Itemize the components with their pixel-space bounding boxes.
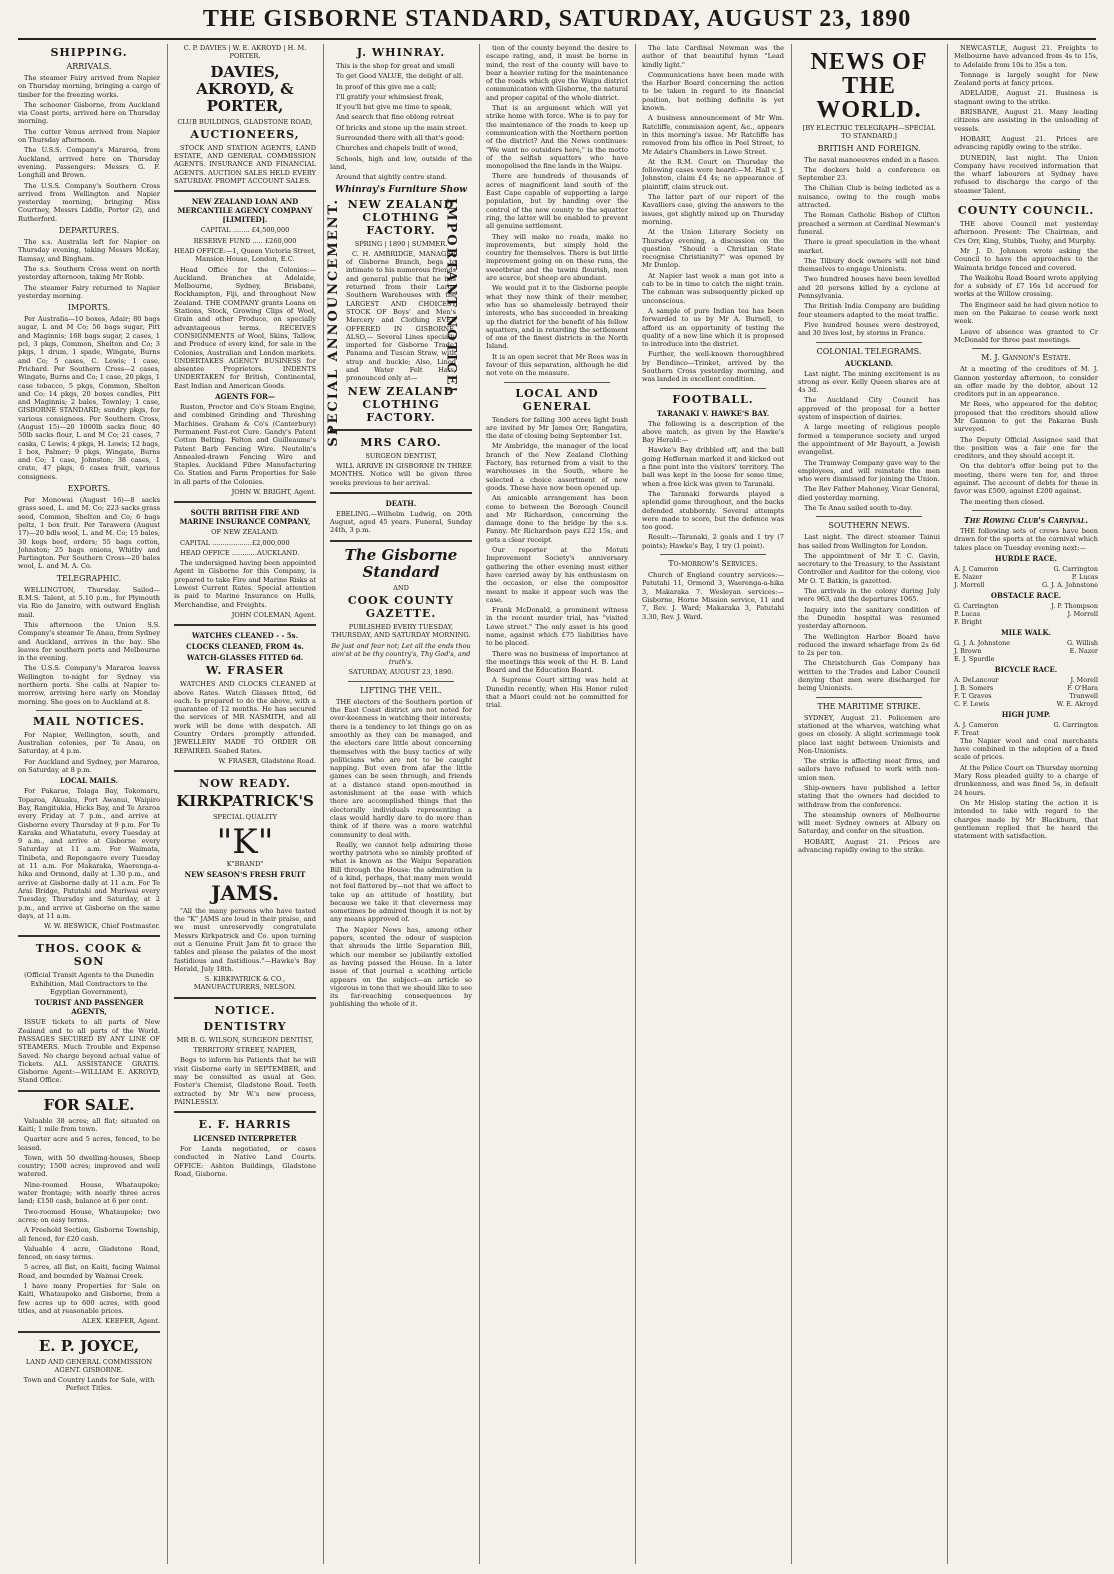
competitor-name: G. Carrington	[1053, 720, 1098, 729]
heading-nz-clothing: NEW ZEALAND CLOTHING FACTORY.	[347, 197, 455, 237]
paragraph: At the Union Literary Society on Thursday evening, a discussion on the question "Should a Christian State recognise Christianity?" was opened by Mr Dunlop.	[642, 228, 784, 270]
paragraph: The U.S.S. Company's Mararoa, from Auckland, arrived here on Thursday evening. Passengers: Messrs G. F. Longhill and Brown.	[18, 146, 160, 180]
kirkpatrick-manufacturer: S. KIRKPATRICK & CO., MANUFACTURERS, NELSON.	[193, 975, 297, 992]
paragraph: Really, we cannot help admiring those worthy patriots who so nimbly profited of what is known as the Waipu Separation Bill through the House: the admiration is of a kind, perhaps, that many men would not feel flattered by—not that we affect to take up an attitude of hostility, but because we take it that cleverness may sometimes be admired though it is not by any means approved of.	[330, 840, 472, 924]
paragraph: It is an open secret that Mr Rees was in favour of this separation, although he did not vote on the measure.	[486, 352, 628, 378]
column-advertisements	[174, 44, 316, 1564]
publication-schedule: PUBLISHED EVERY TUESDAY, THURSDAY, AND SATURDAY MORNING.	[331, 622, 471, 640]
veil-article	[330, 698, 472, 1009]
competitor-name: F. Treat	[954, 728, 979, 737]
fraser-body: WATCHES AND CLOCKS CLEANED at above Rates. Watch Glasses fitted, 6d each. Is prepared to do the above, with a guarantee of 12 months. He has secured the services of MR NASMITH, and all work will be done with despatch. All Country Orders promptly attended. JEWELLERY MADE TO ORDER OR REPAIRED. Seabed Rates.	[174, 680, 316, 755]
paragraph: HOBART, August 21. Prices are advancing rapidly owing to the strike.	[798, 837, 940, 855]
heading-rowing-carnival: The Rowing Club's Carnival.	[963, 514, 1089, 525]
paragraph: The schooner Gisborne, from Auckland via Coast ports, arrived here on Thursday morning.	[18, 100, 160, 126]
paragraph: An amicable arrangement has been come to between the Borough Council and Mr Richardson, concerning the damage done to the bridge by the s.s. Fanny. Mr Richardson pays £22 15s, and gets a clear receipt.	[486, 494, 628, 544]
paragraph: Frank McDonald, a prominent witness in the recent murder trial, has "visited Lowe street." The only asset is his good name, against which £75 liabilities have to be placed.	[486, 606, 628, 648]
paragraph: The Deputy Official Assignee said that the position was a fair one for the creditors, and they should accept it.	[954, 435, 1098, 461]
paragraph: The Tramway Company gave way to the employees, and will reinstate the men who were dismissed for joining the Union.	[798, 458, 940, 484]
death-notice: EBELING.—Wilhelm Ludwig, on 20th August, aged 45 years. Funeral, Sunday 24th, 3 p.m.	[330, 509, 472, 535]
paragraph: For Auckland and Sydney, per Mararoa, on Saturday, at 8 p.m.	[18, 757, 160, 775]
rowing-pair	[954, 581, 1098, 589]
nz-loan-head-office: HEAD OFFICE:—1, Queen Victoria Street, Mansion House, London, E.C.	[174, 246, 316, 264]
paragraph: A Freehold Section, Gisborne Township, all fenced, for £20 cash.	[18, 1226, 160, 1243]
heading-gannon-estate: M. J. Gannon's Estate.	[981, 353, 1071, 363]
heading-nz-loan: NEW ZEALAND LOAN AND MERCANTILE AGENCY COMPANY [LIMITED].	[177, 197, 313, 225]
dateline: SATURDAY, AUGUST 23, 1890.	[348, 668, 454, 677]
paragraph: The late Cardinal Newman was the author of that beautiful hymn "Lead kindly light."	[642, 44, 784, 69]
competitor-name: G. J. A. Johnstone	[954, 638, 1010, 647]
paragraph: The British India Company are building four steamers adapted to the meat traffic.	[798, 302, 940, 319]
paragraph: The Tilbury dock owners will not bind themselves to engage Unionists.	[798, 256, 940, 274]
heading-joyce: E. P. JOYCE,	[38, 1336, 140, 1355]
competitor-name: G. Willish	[1067, 638, 1098, 647]
caro-subtitle: SURGEON DENTIST,	[365, 451, 437, 460]
fraser-signature: W. FRASER, Gladstone Road.	[218, 756, 316, 765]
rowing-pair	[954, 676, 1098, 684]
rowing-pair	[954, 729, 1098, 737]
paragraph: A large meeting of religious people formed a temperance society and urged the appointment of Mr Bayoutt, a Jewish evangelist.	[798, 423, 940, 457]
heading-british-foreign: BRITISH AND FOREIGN.	[817, 143, 921, 153]
rowing-event-title: OBSTACLE RACE.	[990, 590, 1062, 600]
competitor-name: C. F. Lewis	[954, 699, 990, 708]
paragraph: For Napier, Wellington, south, and Australian colonies, per Te Anau, on Saturday, at 4 p.m.	[18, 730, 160, 756]
paragraph: The s.s. Southern Cross went on north yesterday afternoon, taking Mr Robb.	[18, 264, 160, 282]
paragraph: The U.S.S. Company's Mararoa leaves Wellington to-night for Sydney via northern ports. She calls at Napier to-morrow, arriving here early on Monday morning. She goes on to Auckland at 8.	[18, 664, 160, 706]
paragraph: The steamship owners of Melbourne will meet Sydney owners at Albury on Saturday, and confer on the situation.	[798, 810, 940, 836]
agents-body: Ruston, Proctor and Co's Steam Engine, and combined Grinding and Threshing Machines. Graham & Co's (Canterbury) Permanent Fast-rot Cure. Gandy's Patent Cotton Belting. Felton and Guilleaume's Patent Barb Fencing Wire. Neutolin's Annealed-drawn Fencing Wire and Staples. Auckland Fibre Manufacturing Co. Station and Farm Properties for Sale in all parts of the Colonies.	[174, 403, 316, 486]
clothing-body: C. H. AMBRIDGE, MANAGER of Gisborne Branch, begs to intimate to his numerous friends and general public that he has returned from their Large Southern Warehouses with the LARGEST AND CHOICEST STOCK OF Boys' and Men's Mercery and Clothing EVER OFFERED IN GISBORNE. ALSO,— Several Lines specially imported for Gisborne Trade. Panama and Tuscan Straw, with strap and buckle; Also, Lined and Water Felt Hats, pronounced only at—	[346, 249, 456, 383]
competitor-name: P. Lucas	[954, 609, 981, 618]
heading-arrivals: ARRIVALS.	[66, 62, 112, 71]
column-world-news	[798, 44, 940, 1564]
spring-summer: SPRING | 1890 | SUMMER.	[354, 239, 448, 248]
competitor-name: A. J. Cameron	[954, 720, 999, 729]
heading-death: DEATH.	[385, 498, 417, 508]
heading-south-british: SOUTH BRITISH FIRE AND MARINE INSURANCE COMPANY,	[179, 508, 311, 527]
paragraph: DUNEDIN, last night. The Union Company have received information that the wharf labourers at Sydney have refused to discharge the cargo of the steamer Talent.	[954, 153, 1098, 195]
fresh-fruit: NEW SEASON'S FRESH FRUIT	[184, 869, 306, 879]
paragraph: We would put it to the Gisborne people what they now think of their member, who has so shamelessly betrayed their interests, who has succeeded in breaking up the district for the benefit of his fellow squatters, and in retarding the settlement of one of the finest districts in the North Island.	[486, 284, 628, 351]
rowing-events	[954, 554, 1098, 737]
south-british-body: The undersigned having been appointed Agent in Gisborne for this Company, is prepared to take Fire and Marine Risks at Lowest Current Rates. Special attention is paid to Marine Insurance on Hulls, Merchandise, and Freights.	[174, 559, 316, 609]
paragraph: In proof of this give me a call;	[336, 82, 437, 91]
paragraph: 5 acres, all flat, on Kaiti, facing Waimai Road, and bounded by Waimai Creek.	[18, 1263, 160, 1280]
competitor-name: G. Carrington	[1053, 564, 1098, 573]
paragraph: Town, with 50 dwelling-houses, Sheep country; 1500 acres; improved and well watered.	[18, 1153, 160, 1179]
paragraph: They will make no roads, make no improvements, but simply hold the country for themselves. There is but little improvement going on on these runs, the sweetbriar and the tawini flourish, men are scarce, but sheep are abundant.	[486, 232, 628, 283]
council-report	[954, 220, 1098, 344]
competitor-name: G. Carrington	[954, 601, 999, 610]
kirkpatrick-special: SPECIAL QUALITY	[213, 813, 277, 822]
paragraph: I have many Properties for Sale on Kaiti, Whataupoko and Gisborne, from a few acres up to 600 acres, with good titles, and at reasonable prices.	[18, 1282, 160, 1315]
heading-lifting-veil: LIFTING THE VEIL.	[360, 685, 442, 695]
competitor-name: J. Brown	[954, 646, 982, 655]
rowing-pair	[954, 721, 1098, 729]
dentist-name: MR B. G. WILSON, SURGEON DENTIST,	[176, 1035, 314, 1044]
nz-loan-reserve: RESERVE FUND ..... £260,000	[193, 236, 297, 245]
rowing-pair	[954, 700, 1098, 708]
rowing-pair	[954, 639, 1098, 647]
veil-continued	[486, 44, 628, 378]
paragraph: The arrivals in the colony during July were 963, and the departures 1065.	[798, 587, 940, 604]
paragraph: There are hundreds of thousands of acres of magnificent land south of the East Cape capable of supporting a large population, but by handing over the control of the new county to the squatter ring, the latter will be enabled to prevent all genuine settlement.	[486, 172, 628, 231]
paragraph: The cutter Venus arrived from Napier on Thursday afternoon.	[18, 127, 160, 145]
paragraph: SYDNEY, August 21. Policemen are stationed at the wharves, watching what goes on closely. A slight scrimmage took place last night between Unionists and Non-Unionists.	[798, 713, 940, 755]
heading-local-general: LOCAL AND GENERAL	[515, 386, 599, 413]
heading-football: FOOTBALL.	[672, 392, 754, 406]
heading-cook-county: COOK COUNTY GAZETTE.	[347, 593, 455, 620]
paragraph: At the R.M. Court on Thursday the following cases were heard:—M. Hall v. J. Johnston, claim £4 4s; no appearance of plaintiff, claim struck out.	[642, 157, 784, 191]
competitor-name: W. E. Akroyd	[1056, 699, 1098, 708]
rowing-pair	[954, 610, 1098, 618]
heading-thos-cook: THOS. COOK & SON	[35, 942, 143, 969]
rowing-event-title: HURDLE RACE.	[995, 553, 1057, 563]
paragraph: Two hundred houses have been levelled and 20 persons killed by a cyclone at Pennsylvania.	[798, 275, 940, 301]
paragraph: The steamer Fairy returned to Napier yesterday morning.	[18, 283, 160, 300]
paragraph: Last night. The direct steamer Tainui has sailed from Wellington for London.	[798, 533, 940, 550]
heading-colonial-telegrams: COLONIAL TELEGRAMS.	[816, 346, 922, 356]
heading-news-of-world: NEWS OF THE WORLD.	[810, 49, 928, 123]
football-report	[642, 420, 784, 550]
auctioneers-body: STOCK AND STATION AGENTS, LAND ESTATE, AND GENERAL COMMISSION AGENTS. INSURANCE AND FINANCIAL AGENTS. AUCTION SALES HELD EVERY SATURDAY. PROMPT ACCOUNT SALES.	[174, 143, 316, 186]
competitor-name: A. DeLancour	[954, 675, 999, 684]
for-sale-agent: ALEX. KEEFER, Agent.	[82, 1317, 160, 1326]
paragraph: A business announcement of Mr Wm. Ratcliffe, commission agent, &c., appears in this morning's issue. Mr Ratcliffe has removed from his office in Peel Street, to Mr Adair's Chambers in Lowe Street.	[642, 114, 784, 156]
paragraph: THE electors of the Southern portion of the East Coast district are not noted for over-keenness in watching their interests; there is a tendency to let things go on as smoothly as they can be managed, and the electors care little about concerning themselves with the busy tactics of wily politicians who are not to be caught napping. But even from afar the little games can be seen through, and friends at a distance stand open-mouthed in astonishment at the ease with which there are accomplished things that the electorally individuals representing a class would hardly dare to do more than think of if there was a more watchful community to deal with.	[330, 697, 472, 839]
telegraph-byline: [BY ELECTRIC TELEGRAPH—SPECIAL TO STANDARD.]	[802, 124, 936, 141]
competitor-name: E. Nazer	[954, 572, 983, 581]
cook-body: ISSUE tickets to all parts of New Zealand and to all parts of the World. PASSAGES SECURED BY ANY LINE OF STEAMERS. Much Trouble and Expense Saved. No charge beyond actual value of Tickets. ALL ASSISTANCE GRATIS. Gisborne Agent:—WILLIAM E. AKROYD, Stand Office.	[18, 1018, 160, 1085]
paragraph: WELLINGTON, Thursday. Sailed—R.M.S. Talent, at 5.10 p.m., for Plymouth via Rio de Janeiro, with outward English mail.	[18, 585, 160, 619]
competitor-name: J. Morell	[1070, 675, 1098, 684]
competitor-name: F. O'Hara	[1067, 683, 1098, 692]
paragraph: Inquiry into the sanitary condition of the Dunedin hospital was resumed yesterday afternoon.	[798, 605, 940, 631]
paragraph: Result:—Taranaki, 2 goals and 1 try (7 points); Hawke's Bay, 1 try (1 point).	[642, 533, 784, 550]
paragraph: The Roman Catholic Bishop of Clifton preached a sermon at Cardinal Newman's funeral.	[798, 211, 940, 236]
caro-body: WILL ARRIVE IN GISBORNE IN THREE MONTHS. Notice will be given three weeks previous to her arrival.	[330, 461, 472, 487]
watch-glasses: WATCH-GLASSES FITTED 6d.	[186, 653, 304, 663]
paragraph: The Auckland City Council has approved of the proposal for a better system of inspection of dairies.	[798, 396, 940, 422]
competitor-name: P. Lucas	[1071, 572, 1098, 581]
rowing-event-title: MILE WALK.	[1000, 627, 1051, 637]
paragraph: Ship-owners have published a letter stating that the owners had decided to withdraw from the conference.	[798, 784, 940, 809]
mail-list	[18, 731, 160, 774]
paragraph: At Napier last week a man got into a cab to be in time to catch the night train. The cabman was subsequently picked up unconscious.	[642, 271, 784, 305]
paragraph: This is the shop for great and small	[336, 62, 455, 70]
paragraph: If you'll but give me time to speak,	[336, 103, 452, 112]
competitor-name: G. J. A. Johnstone	[1042, 580, 1098, 589]
motto: Be just and fear not; Let all the ends thou aim'st at be thy country's, Thy God's, and truth's.	[331, 641, 471, 667]
heading-harris: E. F. HARRIS	[198, 1118, 292, 1132]
clocks-cleaned: CLOCKS CLEANED, FROM 4s.	[186, 642, 304, 652]
rowing-pair	[954, 602, 1098, 610]
paragraph: Our reporter at the Motuti Improvement Society's anniversary gathering the other evening must either have carried away by his enthusiasm on the occasion, or else the compositor meant to make it appear such was the case.	[486, 546, 628, 604]
paragraph: Further, the well-known thoroughbred by Bendinco—Trinket, arrived by the Southern Cross yesterday morning, and was landed in excellent condition.	[642, 350, 784, 384]
paragraph: A sample of pure Indian tea has been forwarded to us by Mr A. Burnell, to afford us an opportunity of testing the quality of a new line which it is proposed to introduce into the district.	[642, 306, 784, 349]
masthead	[0, 0, 1114, 38]
heading-for-sale: FOR SALE.	[43, 1095, 135, 1114]
paragraph: The Te Anau sailed south to-day.	[804, 503, 913, 512]
k-brand: K"BRAND"	[226, 859, 264, 868]
furniture-show: Whinray's Furniture Show	[335, 184, 467, 195]
paragraph: The strike is affecting meat firms, and sailors have refused to work with non-union men.	[798, 757, 940, 782]
paragraph: Churches and chapels built of wood,	[336, 144, 458, 153]
football-match: TARANAKI V. HAWKE'S BAY.	[656, 408, 770, 418]
paragraph: Mr J. D. Johnson wrote asking the Council to have the approaches to the Waimata bridge fenced and covered.	[954, 246, 1098, 272]
heading-whinray: J. WHINRAY.	[356, 46, 446, 59]
paragraph: The latter part of our report of the Kavalliers case, giving the answers to the issues, got slightly mixed up on Thursday morning.	[642, 193, 784, 226]
rowing-pair	[954, 618, 1098, 626]
heading-dentistry: DENTISTRY	[203, 1019, 287, 1033]
kirkpatrick-quote: "All the many persons who have tasted the "K" JAMS are loud in their praise, and we must unreservedly congratulate Messrs Kirkpatrick and Co. upon turning out a Genuine Fruit Jam fit to grace the tables and please the palates of the most fastidious and fastidious."—Hawke's Bay Herald, July 18th.	[174, 906, 316, 973]
joyce-subtitle: LAND AND GENERAL COMMISSION AGENT. GISBORNE.	[25, 1357, 153, 1374]
paragraph: Schools, high and low, outside of the land,	[330, 154, 472, 171]
paragraph: Surrounded there with all that's good:	[336, 134, 465, 143]
paragraph: At the Police Court on Thursday morning Mary Ross pleaded guilty to a charge of drunkenness, and was fined 5s, in default 24 hours.	[954, 763, 1098, 797]
competitor-name: F. Bright	[954, 617, 983, 626]
heading-auckland: AUCKLAND.	[844, 358, 894, 368]
paragraph: To get Good VALUE, the delight of all.	[336, 72, 464, 81]
paragraph: The meeting then closed.	[960, 497, 1045, 506]
paragraph: The steamer Fairy arrived from Napier on Thursday morning, bringing a cargo of timber for the freezing works.	[18, 74, 160, 99]
column-shipping	[18, 44, 160, 1564]
harris-subtitle: LICENSED INTERPRETER	[193, 1134, 297, 1144]
side-special: SPECIAL ANNOUNCEMENT.	[326, 197, 341, 447]
heading-kirkpatrick: KIRKPATRICK'S	[176, 792, 314, 811]
paragraph: Nine-roomed House, Whataupoko; water frontage; with nearly three acres land; £150 cash, balance at 6 per cent.	[18, 1180, 160, 1206]
competitor-name: E. J. Spurdle	[954, 654, 995, 663]
heading-mrs-caro: MRS CARO.	[360, 435, 442, 449]
paragraph: The Wellington Harbor Board have reduced the inward wharfage from 2s 6d to 2s per ton.	[798, 632, 940, 658]
paragraph: Mr Rees, who appeared for the debtor, proposed that the creditors should allow Mr Gannon to get the Pakarae Bush surveyed.	[954, 400, 1098, 434]
competitor-name: J. B. Somers	[954, 683, 994, 692]
column-general	[642, 44, 784, 1564]
gannon-report	[954, 365, 1098, 506]
side-important: IMPORTANT NOTICE!	[443, 197, 459, 394]
rowing-pair	[954, 647, 1098, 655]
auckland-news	[798, 370, 940, 513]
local-news	[486, 416, 628, 710]
paragraph: The naval manoeuvres ended in a fiasco.	[804, 155, 940, 164]
paragraph: The Waikohu Road Board wrote applying for a subsidy of £7 16s 1d accrued for works at the Willow crossing.	[954, 273, 1098, 299]
paragraph: Valuable 38 acres; all flat; situated on Kaiti; 1 mile from town.	[18, 1116, 160, 1133]
postmaster-signature: W. W. BESWICK, Chief Postmaster.	[43, 922, 160, 931]
southern-news	[798, 533, 940, 692]
paragraph: Tenders for falling 300 acres light bush are invited by Mr James Orr, Rangatira, the date of closing being September 1st.	[486, 415, 628, 441]
south-british-head: HEAD OFFICE ............AUCKLAND.	[180, 548, 300, 557]
rowing-intro: THE following sets of crews have been drawn for the sports at the carnival which takes place on Tuesday evening next:—	[954, 526, 1098, 552]
south-british-capital: CAPITAL ...................£2,000,000	[180, 538, 290, 547]
general-continued	[642, 44, 784, 384]
column-local	[486, 44, 628, 1564]
heading-county-council: COUNTY COUNCIL.	[957, 204, 1095, 218]
bright-signature: JOHN W. BRIGHT, Agent.	[231, 487, 316, 496]
paragraph: Around that sightly centre stand.	[336, 173, 447, 182]
paragraph: Last night. The mining excitement is as strong as ever. Kelly Queen shares are at 4s 3d.	[798, 369, 940, 395]
harris-body: For Lands negotiated, or cases conducted in Native Land Courts. OFFICE: Ashton Buildings, Gladstone Road, Gisborne.	[174, 1145, 316, 1179]
competitor-name: F. T. Graves	[954, 691, 992, 700]
competitor-name: A. J. Cameron	[954, 564, 999, 573]
heading-departures: DEPARTURES.	[58, 226, 120, 236]
paragraph: The Rev Father Mahoney, Vicar General, died yesterday morning.	[798, 485, 940, 502]
now-ready: NOW READY.	[199, 777, 291, 791]
paragraph: The Chilian Club is being indicted as a nuisance, owing to the rough mobs attracted.	[798, 184, 940, 210]
rowing-pair	[954, 684, 1098, 692]
arrivals-list	[18, 74, 160, 223]
joyce-body: Town and Country Lands for Sale, with Perfect Titles.	[23, 1376, 155, 1393]
competitor-name: J. Morrell	[954, 580, 985, 589]
paragraph: On the debtor's offer being put to the meeting, there were ten for, and three against. The account of debts for those in favor was £500, against £200 against.	[954, 462, 1098, 496]
heading-imports: IMPORTS.	[67, 303, 111, 313]
nz-loan-capital: CAPITAL ........ £4,500,000	[200, 226, 290, 235]
strike-news	[798, 714, 940, 855]
column-whinray	[326, 44, 472, 1564]
rowing-event-title: HIGH JUMP.	[1001, 709, 1051, 719]
competitor-name: J. Morrell	[1067, 609, 1098, 618]
paragraph: Five hundred houses were destroyed, and 30 lives lost, by storms in France.	[798, 320, 940, 338]
heading-fraser: W. FRASER	[205, 664, 285, 678]
paragraph: The following is a description of the above match, as given by the Hawke's Bay Herald:—	[642, 419, 784, 445]
competitor-name: E. Nazer	[1069, 646, 1098, 655]
paragraph: The s.s. Australia left for Napier on Thursday evening, taking Messrs McKay, Ramsay, and Bingham.	[18, 238, 160, 263]
rowing-pair	[954, 655, 1098, 663]
paragraph: NEWCASTLE, August 21. Freights to Melbourne have advanced from 4s to 15s, to Adelaide from 10s to 35s a ton.	[954, 44, 1098, 69]
heading-local-mails: LOCAL MAILS.	[60, 776, 118, 786]
page-title: THE GISBORNE STANDARD, SATURDAY, AUGUST 23, 1890	[202, 6, 912, 32]
heading-services: To-morrow's Services.	[668, 559, 758, 569]
whinray-poem	[330, 62, 472, 182]
watches-cleaned: WATCHES CLEANED - - 5s.	[191, 631, 299, 641]
paragraph: I'll gratify your whimsiest freak,	[336, 92, 444, 101]
k-logo: "K"	[216, 821, 274, 862]
paragraph: BRISBANE, August 21. Many leading citizens are assisting in the unloading of vessels.	[954, 108, 1098, 133]
heading-auctioneers: AUCTIONEERS,	[190, 127, 300, 141]
paragraph: Two-roomed House, Whataupoko; two acres; on easy terms.	[18, 1207, 160, 1224]
paragraph: THE above Council met yesterday afternoon. Present: The Chairman, and Crs Orr, King, Stubbs, Tuohy, and Murphy.	[954, 220, 1098, 245]
column-council	[954, 44, 1098, 1564]
masthead-rule	[18, 38, 1096, 40]
heading-southern-news: SOUTHERN NEWS.	[828, 521, 910, 531]
rowing-pair	[954, 692, 1098, 700]
paragraph: That is an argument which will yet strike home with force. Who is to pay for the maintenance of the roads to keep up communication with the Northern portion of the district? And the News continues: "We want no outsiders here," is the motto of the selfish squatters who have monopolised the fine lands in the Waipu.	[486, 104, 628, 171]
dentist-body: Begs to inform his Patients that he will visit Gisborne early in SEPTEMBER, and may be consulted as usual at Geo. Foster's Chemist, Gladstone Road. Teeth extracted by Mr W.'s new process, PAINLESSLY.	[174, 1056, 316, 1106]
cook-subtitle: (Official Transit Agents to the Dunedin Exhibition, Mail Contractors to the Egyptian Government),	[24, 971, 154, 997]
british-foreign-news	[798, 156, 940, 338]
heading-notice: NOTICE.	[214, 1003, 276, 1017]
paragraph: A Supreme Court sitting was held at Dunedin recently, when His Honor ruled that a Maori could not be committed for trial.	[486, 676, 628, 710]
exports-text: Per Monowai (August 16)—8 sacks grass seed, L. and M. Co; 223 sacks grass seed, Common, Shelton and Co; 6 bags peltz, 1 box fruit. Per Tarawera (August 17)—20 bdls wool, L. and M. Co; 15 bales, 30 kegs beef, orders; 55 bags cotton, Johnston; 25 bags onions, Whitby and Partington. Per Southern Cross—20 bales wool, L. and M. A. Co.	[18, 496, 160, 571]
rowing-notes	[954, 737, 1098, 841]
paragraph: Tonnage is largely sought for New Zealand ports at fancy prices.	[954, 70, 1098, 88]
rowing-pair	[954, 565, 1098, 573]
heading-gisborne-standard: The Gisborne Standard	[344, 545, 458, 581]
paragraph: tion of the county beyond the desire to escape rating, and, it must be borne in mind, the rest of the county will have to bear a heavier rating for the maintenance of the roads which give the Waipu district communication with Gisborne, the natural and proper capital of the whole district.	[486, 44, 628, 102]
paragraph: There is great speculation in the wheat market.	[798, 238, 940, 255]
paragraph: ADELAIDE, August 21. Business is stagnant owing to the strike.	[954, 89, 1098, 106]
paragraph: And search that fine oblong retreat	[336, 113, 455, 122]
heading-exports: EXPORTS.	[67, 484, 111, 494]
paragraph: On Mr Hislop stating the action it is intended to take with regard to the charges made by Mr Blackburn, that gentleman replied that he heard the statement with satisfaction.	[954, 798, 1098, 841]
firm-partners: C. P. DAVIES | W. E. AKROYD | H. M. PORTER.	[183, 44, 307, 61]
cook-tourist-agents: TOURIST AND PASSENGER AGENTS,	[34, 998, 144, 1017]
paragraph: Quarter acre and 5 acres, fenced, to be leased.	[18, 1135, 160, 1152]
paragraph: The Engineer said he had given notice to men on the Pakarae to cease work next week.	[954, 300, 1098, 326]
paragraph: The appointment of Mr T. C. Gavin, secretary to the Treasury, to the Assistant Controller and Auditor for the colony, vice Mr O. T. Batkin, is gazetted.	[798, 551, 940, 585]
rowing-event-title: BICYCLE RACE.	[994, 664, 1058, 674]
standard-and: AND	[393, 583, 409, 592]
telegraphic-list	[18, 586, 160, 706]
heading-jams: JAMS.	[211, 880, 279, 905]
firm-address: CLUB BUILDINGS, GLADSTONE ROAD,	[177, 117, 313, 126]
heading-maritime-strike: THE MARITIME STRIKE.	[817, 701, 921, 711]
heading-agents-for: AGENTS FOR—	[215, 392, 275, 402]
paragraph: Leave of absence was granted to Cr McDonald for three past meetings.	[954, 327, 1098, 344]
paragraph: Communications have been made with the Harbor Board concerning the action to be taken in regard to its financial position, but nothing definite is yet known.	[642, 70, 784, 113]
local-mails-text: For Pakarae, Tolaga Bay, Tokomaru, Toparoa, Akuaku, Port Awanui, Waipiro Bay, Rangitukia, Hicks Bay, and Te Araroa every Friday at 7 p.m., and arrive at Gisborne every Thursday at 9 p.m. For Te Karaka and Whatatutu, every Tuesday at 9 a.m., and arrive at Gisborne every Saturday at 11 a.m. For Waimata, Tinibeta, and Repongaere every Tuesday at 11 a.m. For Makaraka, Waerenga-a-hika and Ormond, daily at 1.30 p.m., and arrive at Gisborne daily at 11 a.m. For Te Arai Bridge, Patutahi and Muriwai every Tuesday, Thursday and Saturday, at 2 p.m., and arrive at Gisborne on the same days, at 11 a.m.	[18, 787, 160, 920]
strike-continued	[954, 44, 1098, 195]
heading-mail-notices: MAIL NOTICES.	[33, 714, 145, 728]
paragraph: There was no business of importance at the meetings this week of the H. B. Land Board and the Education Board.	[486, 649, 628, 675]
paragraph: The dockers hold a conference on September 23.	[798, 165, 940, 183]
heading-davies-akroyd: DAVIES, AKROYD, & PORTER,	[196, 62, 294, 115]
heading-telegraphic: TELEGRAPHIC.	[56, 573, 122, 583]
nz-loan-body: Head Office for the Colonies:—Auckland. Branches at Adelaide, Melbourne, Sydney, Brisbane, Rockhampton, Fiji, and throughout New Zealand. THE COMPANY grants Loans on Stations, Stock, Growing Clips of Wool, Grain and other Produce, on specially advantageous terms. RECEIVES CONSIGNMENTS of Wool, Skins, Tallow, and Produce of every kind, for sale in the Colonies, Australian and London markets. UNDERTAKES AGENCY BUSINESS for absentee Proprietors. INDENTS UNDERTAKEN for British, Continental, East Indian and American Goods.	[174, 265, 316, 390]
for-sale-list	[18, 1117, 160, 1316]
departures-list	[18, 238, 160, 300]
paragraph: HOBART, August 21. Prices are advancing rapidly owing to the strike.	[954, 134, 1098, 152]
services-text: Church of England country services:—Patutahi 11, Ormond 3, Waerenga-a-hika 3, Makaraka 7. Wesleyan services:—Gisborne, Horne Mission service, 11 and 7, Rev. J. Ward; Makaraka 3, Patutahi 3.30, Rev. J. Ward.	[642, 571, 784, 621]
heading-shipping: SHIPPING.	[50, 46, 128, 59]
coleman-signature: JOHN COLEMAN, Agent.	[231, 610, 316, 619]
paragraph: At a meeting of the creditors of M. J. Gannon yesterday afternoon, to consider an offer made by the debtor, about 12 creditors put in an appearance.	[954, 365, 1098, 399]
clothing-footer: NEW ZEALAND CLOTHING FACTORY.	[347, 384, 455, 424]
rowing-pair	[954, 573, 1098, 581]
dentist-address: TERRITORY STREET, NAPIER,	[193, 1046, 297, 1055]
paragraph: Hawke's Bay dribbled off, and the ball going Heffernan marked it and kicked out a fine punt into the visitors' territory. The ball was kept in the loose for some time, when a free kick was given to Taranaki.	[642, 446, 784, 488]
competitor-name: J. P. Thompson	[1051, 601, 1098, 610]
paragraph: Of bricks and stone up the main street.	[336, 123, 468, 132]
paragraph: The Napier wool and coal merchants have combined in the adoption of a fixed scale of prices.	[954, 736, 1098, 762]
south-british-sub: OF NEW ZEALAND.	[211, 528, 279, 537]
competitor-name: Tranwell	[1069, 691, 1098, 700]
paragraph: Mr Ambridge, the manager of the local branch of the New Zealand Clothing Factory, has returned from a visit to the warehouses in the South, where he selected a choice assortment of new goods. These have now been opened up.	[486, 442, 628, 492]
paragraph: The Napier News has, among other papers, scented the odour of suspicion that shrouds the little Separation Bill, which our member so jubilantly extolled as having passed the House. In a later issue of that journal a scathing article appears on the subject—an article so vigorous in tone that we should like to see its far-reaching consequences by publishing the whole of it.	[330, 925, 472, 1009]
paragraph: Valuable 4 acre, Gladstone Road, fenced, on easy terms.	[18, 1244, 160, 1262]
paragraph: This afternoon the Union S.S. Company's steamer Te Anau, from Sydney and Auckland, arrives in the bay. She leaves for southern ports and Melbourne in the evening.	[18, 620, 160, 663]
paragraph: The Christchurch Gas Company has written to the Trades and Labor Council denying that men were discharged for being Unionists.	[798, 659, 940, 693]
paragraph: The U.S.S. Company's Southern Cross arrived from Wellington and Napier yesterday morning, bringing Miss Courtney, Messrs Liddle, Porter (2), and Rutherford.	[18, 181, 160, 223]
columns	[18, 44, 1098, 1564]
imports-text: Per Australia—10 boxes, Adair; 80 bags sugar, L and M Co; 56 bags sugar, Pitt and Maginnis; 168 bags sugar, 2 cases, 1 pcl, 3 pkgs, Common, Shelton and Co; 3 pkgs, 1 drum, 1 spade, Wingate, Burns and Co; 5 cases, C. Lewis; 1 case, Prichard. Per Southern Cross—2 cases, Wingate, Burns and Co; 1 case, 20 pkgs, 1 case tobacco, 5 pkgs, Common, Shelton and Co; 14 pkgs, 20 boxes candles, Pitt and Maginnis; 2 bales, Townley; 1 case, GISBORNE STANDARD; sundry pkgs, for various consignees. Per Southern Cross, (August 15)—20 1000lb sacks flour, 40 50lb sacks flour, L and M Co; 21 cases, 7 casks, C Lewis; 4 pkgs, H. Lewis; 12 bags, 1 box, Palmer; 9 pkgs, Wingate, Burns and Co; 1 case, Johnston; 38 cases, 1 crate, 47 pkgs, 6 cases fruit, various consignees.	[18, 315, 160, 481]
paragraph: The Taranaki forwards played a splendid game throughout, and the backs defended stubbornly. Several attempts were made to score, but the defence was too good.	[642, 489, 784, 532]
